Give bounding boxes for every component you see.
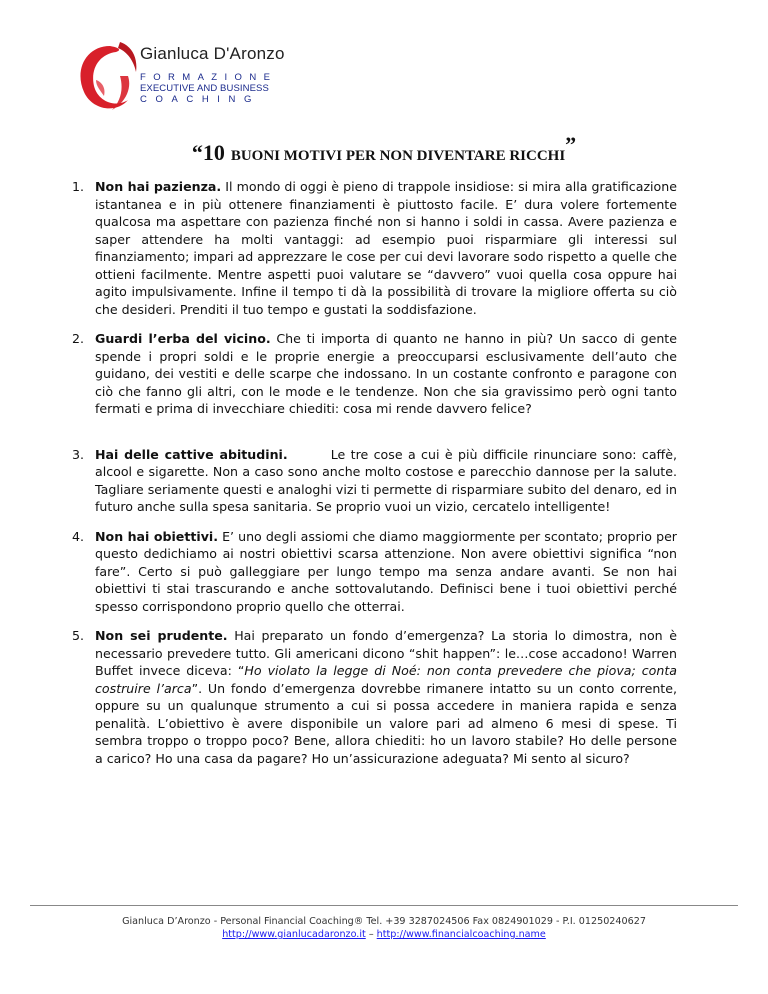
item-number: 4. (72, 528, 85, 544)
footer-contact: Gianluca D’Aronzo - Personal Financial Coaching® Tel. +39 3287024506 Fax 0824901029 - P.I. 01250240627 (122, 916, 646, 927)
list-item (72, 528, 677, 616)
item-number: 2. (72, 331, 85, 346)
list-item (72, 627, 678, 767)
title-number: 10 (202, 140, 225, 165)
gd-monogram-icon (76, 40, 142, 122)
item-body: E’ uno degli assiomi che diamo maggiormente per scontato; proprio per questo dedichiamo ai nostri obiettivi scarsa attenzione. Non avere obiettivi significa “non fare”. Certo si può galleggiare per lungo tempo ma senza andare avanti. Se non hai obiettivi ti stai trascurando e anche sottovalutando. Definisci bene i tuoi obiettivi perché spesso corrispondono proprio quello che otterrai. (95, 528, 677, 614)
item-paragraph (95, 330, 677, 418)
footer-divider (30, 905, 738, 906)
item-body: Il mondo di oggi è pieno di trappole insidiose: si mira alla gratificazione istantanea e in più ottenere finanziamenti è piuttosto facile. E’ dura volere fortemente qualcosa ma aspettare con pazienza finché non si hanno i soldi in cassa. Avere pazienza e saper attendere ha molti vantaggi: ad esempio puoi risparmiare gli interessi sul finanziamento; impari ad apprezzare le cose per cui devi lavorare sodo rispetto a quelle che ottieni facilmente. Mentre aspetti puoi valutare se “davvero” vuoi quella cosa oppure hai agito impulsivamente. Infine il tempo ti dà la possibilità di trovare la migliore offerta su ciò che desideri. Prenditi il tuo tempo e gustati la soddisfazione. (95, 179, 677, 317)
financialcoaching-link[interactable]: http://www.financialcoaching.name (376, 929, 546, 940)
item-paragraph (95, 528, 677, 616)
link-separator: – (365, 929, 377, 940)
motivi-list (72, 178, 682, 767)
item-heading: Non hai pazienza. (95, 179, 222, 194)
item-heading: Guardi l’erba del vicino. (95, 331, 271, 346)
item-body: Che ti importa di quanto ne hanno in più? Un sacco di gente spende i propri soldi e le proprie energie a preoccuparsi esclusivamente dell’auto che guidano, dei vestiti e delle scarpe che indossano. In un costante confronto e paragone con ciò che fanno gli altri, con le mode e le tendenze. Non che sia gravissimo però ogni tanto fermati e prima di invecchiare chiediti: cosa mi rende davvero felice? (95, 331, 677, 416)
item-paragraph (95, 178, 677, 318)
company-logo (76, 40, 306, 122)
list-item (72, 446, 682, 516)
title-quote-close: ” (565, 132, 577, 157)
item-body: Le tre cose a cui è più difficile rinunciare sono: caffè, alcool e sigarette. Non a caso sono anche molto costose e parecchio dannose per la salute. Tagliare seriamente questi e analoghi vizi ti permette di risparmiare subito del denaro, ed in futuro anche sulla spesa sanitaria. Se proprio vuoi un vizio, cercatelo intelligente! (95, 446, 682, 514)
brand-tagline-formazione: FORMAZIONE (140, 72, 278, 83)
item-paragraph (95, 627, 677, 767)
document-title (0, 132, 768, 166)
item-number: 3. (72, 446, 85, 462)
list-item (72, 178, 677, 318)
brand-name: Gianluca D'Aronzo (140, 44, 285, 63)
item-heading: Non hai obiettivi. (95, 528, 219, 544)
footer-links (0, 929, 768, 940)
item-quote: Ho violato la legge di Noé: non conta prevedere che piova; conta costruire l’arca (95, 663, 678, 696)
item-heading: Hai delle cattive abitudini. (95, 446, 288, 462)
list-item (72, 330, 677, 418)
item-paragraph (95, 446, 682, 516)
brand-tagline-coaching: COACHING (140, 94, 260, 105)
item-body: Hai preparato un fondo d’emergenza? La storia lo dimostra, non è necessario prevedere tutto. Gli americani dicono “shit happen”: le…cose accadono! Warren Buffet invece diceva: “ (95, 628, 678, 678)
title-quote-open: “ (191, 140, 203, 165)
item-number: 5. (72, 628, 85, 643)
item-body-continued: ”. Un fondo d’emergenza dovrebbe rimanere intatto su un conto corrente, oppure su un qualunque strumento a cui si possa accedere in maniera rapida e senza penalità. L’obiettivo è avere disponibile un valore pari ad almeno 6 mesi di spese. Ti sembra troppo o troppo poco? Bene, allora chiediti: ho un lavoro stabile? Ho delle persone a carico? Ho una casa da pagare? Ho un’assicurazione adeguata? Mi sento al sicuro? (95, 680, 677, 766)
title-text: BUONI MOTIVI PER NON DIVENTARE RICCHI (230, 148, 566, 164)
website-link[interactable]: http://www.gianlucadaronzo.it (222, 929, 366, 940)
item-heading: Non sei prudente. (95, 628, 228, 643)
brand-tagline-executive: EXECUTIVE AND BUSINESS (140, 83, 269, 94)
item-number: 1. (72, 179, 85, 194)
